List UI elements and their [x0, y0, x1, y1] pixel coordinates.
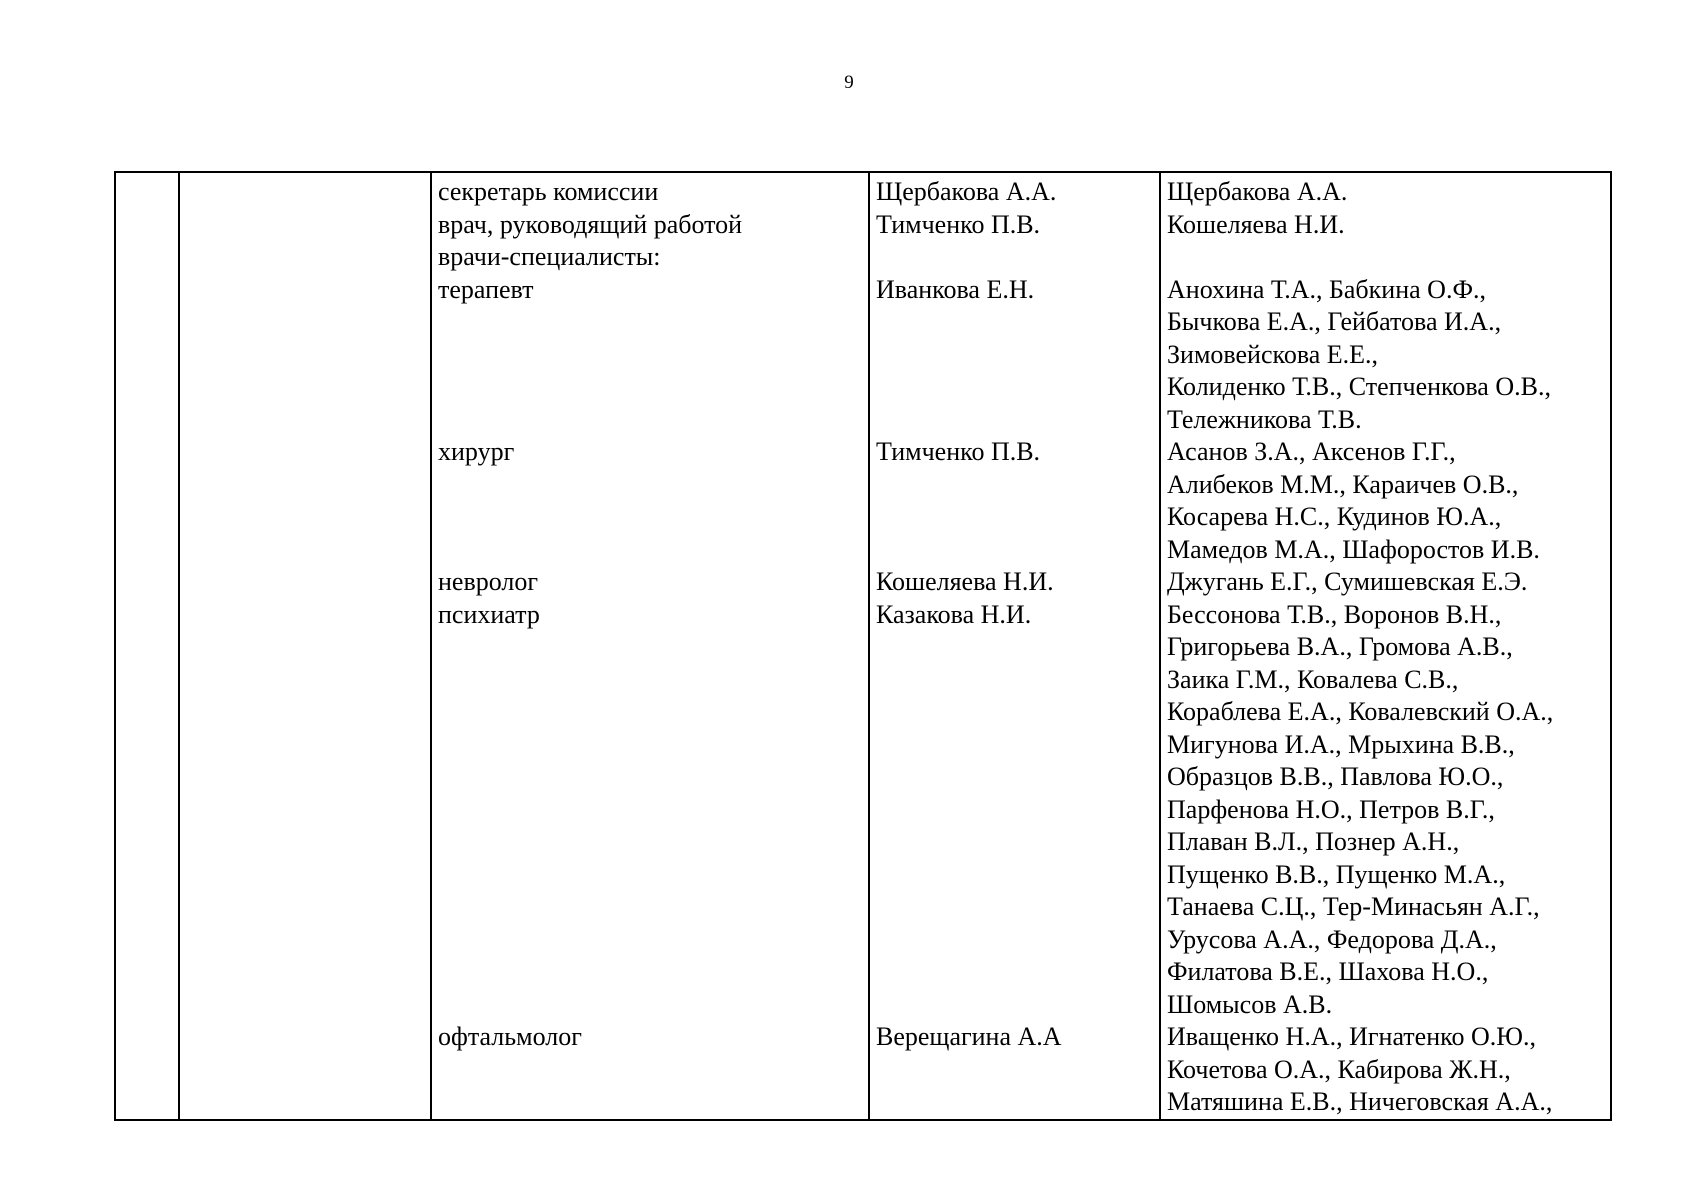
- members-line: Анохина Т.А., Бабкина О.Ф.,: [1167, 274, 1486, 304]
- members-line: Образцов В.В., Павлова Ю.О.,: [1167, 762, 1504, 791]
- role-line: психиатр: [438, 599, 540, 629]
- chair-line: [876, 371, 1159, 404]
- chair-line: [876, 989, 1159, 1022]
- members-cell: [1160, 172, 1611, 1120]
- members-line: Кораблева Е.А., Ковалевский О.А.,: [1167, 697, 1554, 726]
- chair-line: [876, 306, 1159, 339]
- members-line: Урусова А.А., Федорова Д.А.,: [1167, 924, 1497, 954]
- role-line: [438, 761, 868, 794]
- members-line: Джугань Е.Г., Сумишевская Е.Э.: [1167, 567, 1528, 596]
- table-row: [115, 172, 1611, 1120]
- chair-line: [876, 1054, 1159, 1087]
- role-line: [438, 664, 868, 697]
- chair-line: [876, 664, 1159, 697]
- role-line: [438, 696, 868, 729]
- page-number: 9: [844, 72, 854, 93]
- role-line: [438, 956, 868, 989]
- chair-line: [876, 534, 1159, 567]
- role-column: [438, 173, 868, 1119]
- chair-line: [876, 826, 1159, 859]
- role-line: [438, 469, 868, 502]
- role-line: [438, 371, 868, 404]
- role-line: [438, 729, 868, 762]
- chair-line: [876, 404, 1159, 437]
- members-line: Косарева Н.С., Кудинов Ю.А.,: [1167, 502, 1502, 531]
- role-line: [438, 501, 868, 534]
- chair-cell: [869, 172, 1160, 1120]
- chair-line: [876, 761, 1159, 794]
- members-line: Кочетова О.А., Кабирова Ж.Н.,: [1167, 1054, 1511, 1084]
- members-line: [1167, 241, 1610, 274]
- chair-line: [876, 631, 1159, 664]
- members-line: Иващенко Н.А., Игнатенко О.Ю.,: [1167, 1022, 1536, 1051]
- members-line: Бычкова Е.А., Гейбатова И.А.,: [1167, 307, 1502, 336]
- chair-line: Кошеляева Н.И.: [876, 567, 1054, 596]
- role-line: [438, 859, 868, 892]
- members-line: Колиденко Т.В., Степченкова О.В.,: [1167, 372, 1551, 401]
- members-line: Парфенова Н.О., Петров В.Г.,: [1167, 794, 1495, 824]
- role-line: [438, 794, 868, 827]
- role-line: терапевт: [438, 274, 534, 304]
- members-line: Григорьева В.А., Громова А.В.,: [1167, 632, 1513, 661]
- commission-table: [114, 171, 1612, 1121]
- role-line: [438, 1086, 868, 1119]
- role-line: [438, 826, 868, 859]
- members-column: [1167, 173, 1610, 1119]
- organization-cell: [179, 172, 431, 1120]
- role-line: [438, 306, 868, 339]
- role-line: [438, 924, 868, 957]
- role-line: невролог: [438, 567, 539, 596]
- role-line: секретарь комиссии: [438, 177, 659, 206]
- members-line: Тележникова Т.В.: [1167, 404, 1362, 434]
- role-line: [438, 534, 868, 567]
- chair-line: Тимченко П.В.: [876, 437, 1041, 466]
- members-line: Щербакова А.А.: [1167, 177, 1348, 206]
- members-line: Кошеляева Н.И.: [1167, 209, 1345, 239]
- chair-line: Тимченко П.В.: [876, 209, 1041, 239]
- members-line: Алибеков М.М., Караичев О.В.,: [1167, 469, 1519, 499]
- members-line: Пущенко В.В., Пущенко М.А.,: [1167, 859, 1506, 889]
- chair-line: Иванкова Е.Н.: [876, 274, 1035, 304]
- chair-line: [876, 794, 1159, 827]
- role-line: [438, 1054, 868, 1087]
- members-line: Матяшина Е.В., Ничеговская А.А.,: [1167, 1087, 1553, 1116]
- members-line: Бессонова Т.В., Воронов В.Н.,: [1167, 599, 1502, 629]
- members-line: Мигунова И.А., Мрыхина В.В.,: [1167, 729, 1515, 759]
- members-line: Заика Г.М., Ковалева С.В.,: [1167, 664, 1459, 694]
- chair-line: [876, 924, 1159, 957]
- chair-line: [876, 339, 1159, 372]
- chair-line: [876, 891, 1159, 924]
- role-line: [438, 891, 868, 924]
- chair-line: [876, 241, 1159, 274]
- role-line: [438, 404, 868, 437]
- members-line: Танаева С.Ц., Тер-Минасьян А.Г.,: [1167, 892, 1540, 921]
- members-line: Зимовейскова Е.Е.,: [1167, 339, 1379, 369]
- chair-line: [876, 501, 1159, 534]
- role-line: хирург: [438, 437, 515, 466]
- members-line: Плаван В.Л., Познер А.Н.,: [1167, 827, 1460, 856]
- members-line: Шомысов А.В.: [1167, 989, 1333, 1019]
- chair-column: [876, 173, 1159, 1119]
- chair-line: Казакова Н.И.: [876, 599, 1032, 629]
- chair-line: Верещагина А.А: [876, 1022, 1062, 1051]
- chair-line: [876, 696, 1159, 729]
- chair-line: [876, 469, 1159, 502]
- role-line: врачи-специалисты:: [438, 242, 661, 271]
- role-line: [438, 989, 868, 1022]
- members-line: Мамедов М.А., Шафоростов И.В.: [1167, 534, 1540, 564]
- members-line: Асанов З.А., Аксенов Г.Г.,: [1167, 437, 1456, 466]
- role-cell: [431, 172, 869, 1120]
- members-line: Филатова В.Е., Шахова Н.О.,: [1167, 957, 1489, 986]
- chair-line: [876, 956, 1159, 989]
- role-line: [438, 631, 868, 664]
- chair-line: [876, 859, 1159, 892]
- chair-line: Щербакова А.А.: [876, 177, 1057, 206]
- chair-line: [876, 1086, 1159, 1119]
- role-line: офтальмолог: [438, 1022, 582, 1051]
- role-line: врач, руководящий работой: [438, 209, 743, 239]
- role-line: [438, 339, 868, 372]
- chair-line: [876, 729, 1159, 762]
- number-cell: [115, 172, 179, 1120]
